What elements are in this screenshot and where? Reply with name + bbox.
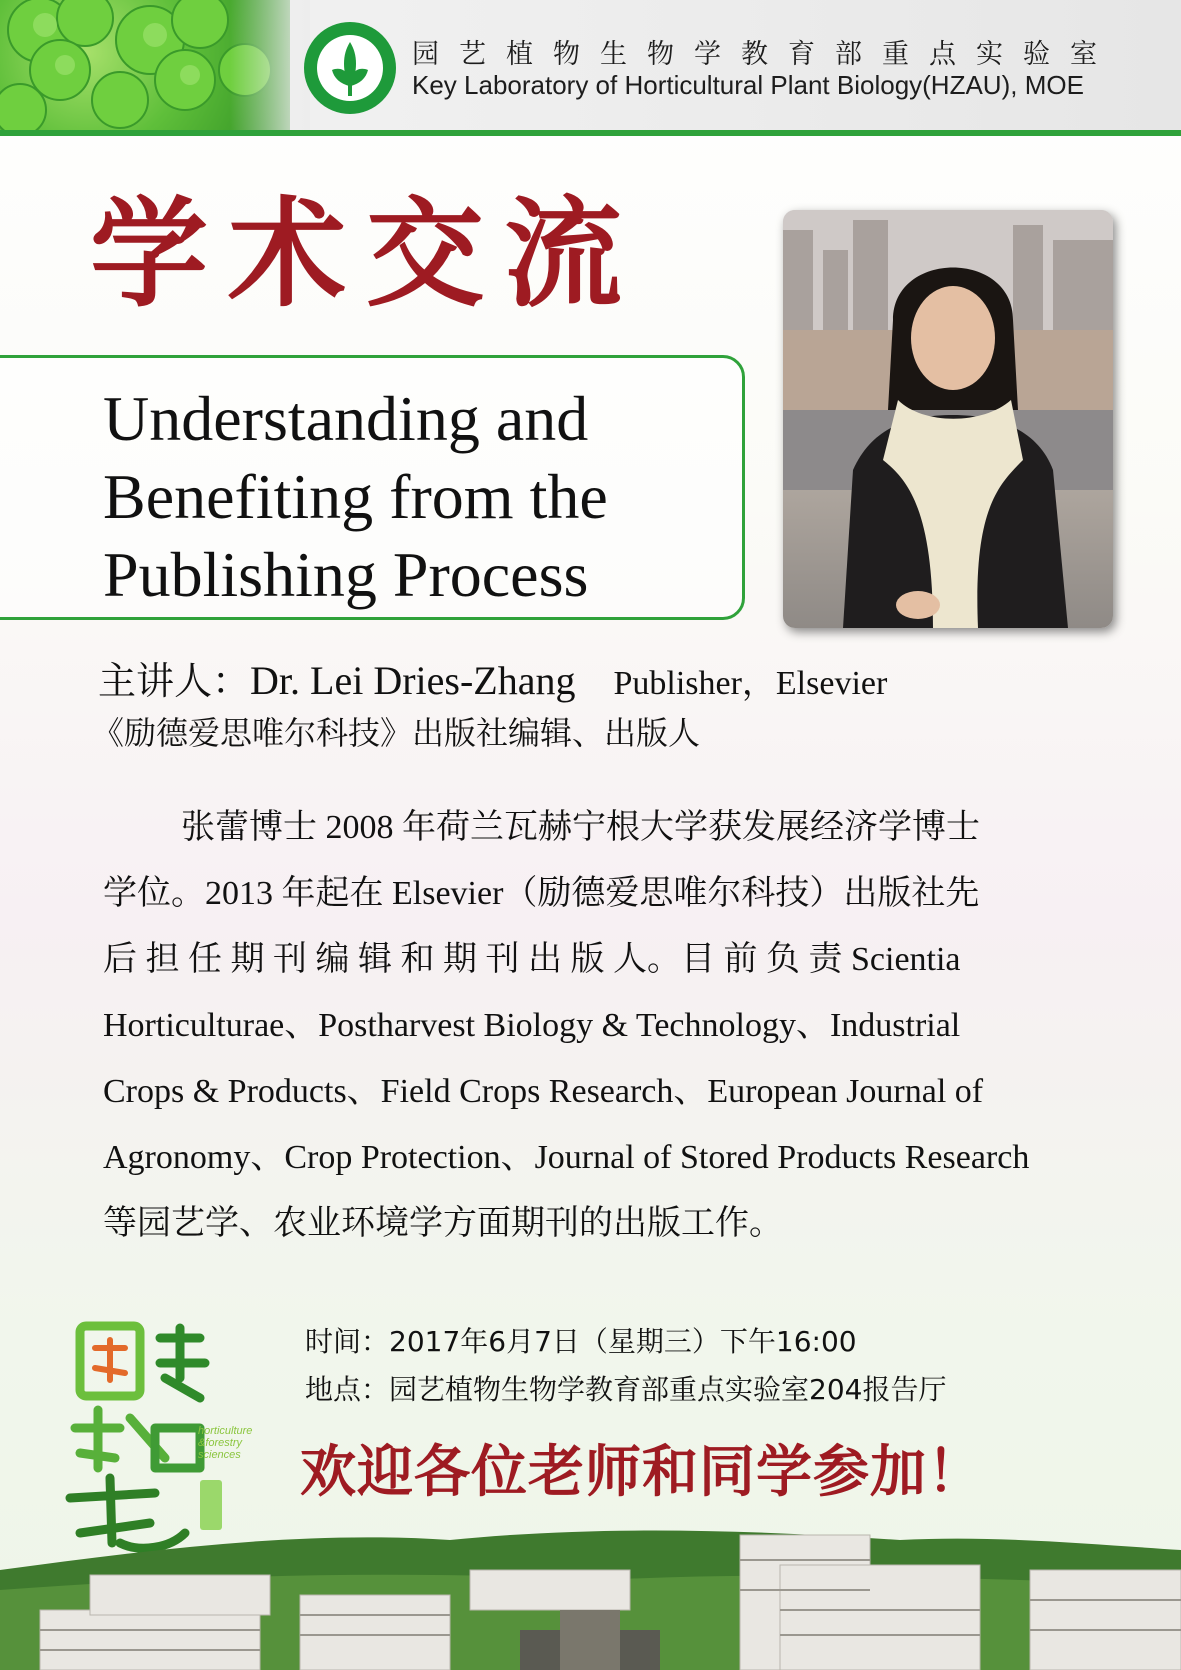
talk-title-line: Understanding and [103, 383, 589, 454]
lab-seal-logo [302, 20, 398, 116]
talk-title-line: Benefiting from the [103, 461, 608, 532]
speaker-photo [783, 210, 1113, 628]
campus-panorama-image [0, 1510, 1181, 1670]
bio-line: 后 担 任 期 刊 编 辑 和 期 刊 出 版 人。目 前 负 责 Scientia [103, 941, 961, 978]
event-place: 地点：园艺植物生物学教育部重点实验室204报告厅 [305, 1373, 947, 1406]
talk-title [103, 380, 723, 614]
bio-line: Horticulturae、Postharvest Biology & Technology、Industrial [103, 1007, 961, 1044]
speaker-label: 主讲人： [98, 659, 251, 703]
bio-line: 学位。2013 年起在 Elsevier（励德爱思唯尔科技）出版社先 [103, 875, 980, 912]
lab-name-cn: 园艺植物生物学教育部重点实验室 [412, 39, 1117, 70]
event-info [305, 1318, 946, 1414]
bio-line: Crops & Products、Field Crops Research、European Journal of [103, 1073, 984, 1110]
header-divider [0, 130, 1181, 136]
bio-line: Agronomy、Crop Protection、Journal of Stored Products Research [103, 1139, 1030, 1176]
lab-name-en: Key Laboratory of Horticultural Plant Biology(HZAU), MOE [412, 70, 1084, 100]
event-time: 时间：2017年6月7日（星期三）下午16:00 [305, 1325, 857, 1358]
speaker-role: Publisher，Elsevier [613, 665, 888, 702]
college-logo-text: horticulture &forestry sciences [198, 1425, 253, 1461]
page-title: 学术交流 [90, 185, 643, 323]
speaker-name: Dr. Lei Dries-Zhang [250, 658, 576, 703]
welcome-message: 欢迎各位老师和同学参加！ [300, 1440, 984, 1505]
speaker-bio [103, 795, 1088, 1257]
talk-title-line: Publishing Process [103, 539, 589, 610]
speaker-line [98, 650, 887, 705]
bio-line: 等园艺学、农业环境学方面期刊的出版工作。 [103, 1205, 783, 1242]
header-banner [0, 0, 1181, 130]
speaker-role-cn: 《励德爱思唯尔科技》出版社编辑、出版人 [92, 714, 701, 752]
bio-line: 张蕾博士 2008 年荷兰瓦赫宁根大学获发展经济学博士 [181, 809, 980, 846]
